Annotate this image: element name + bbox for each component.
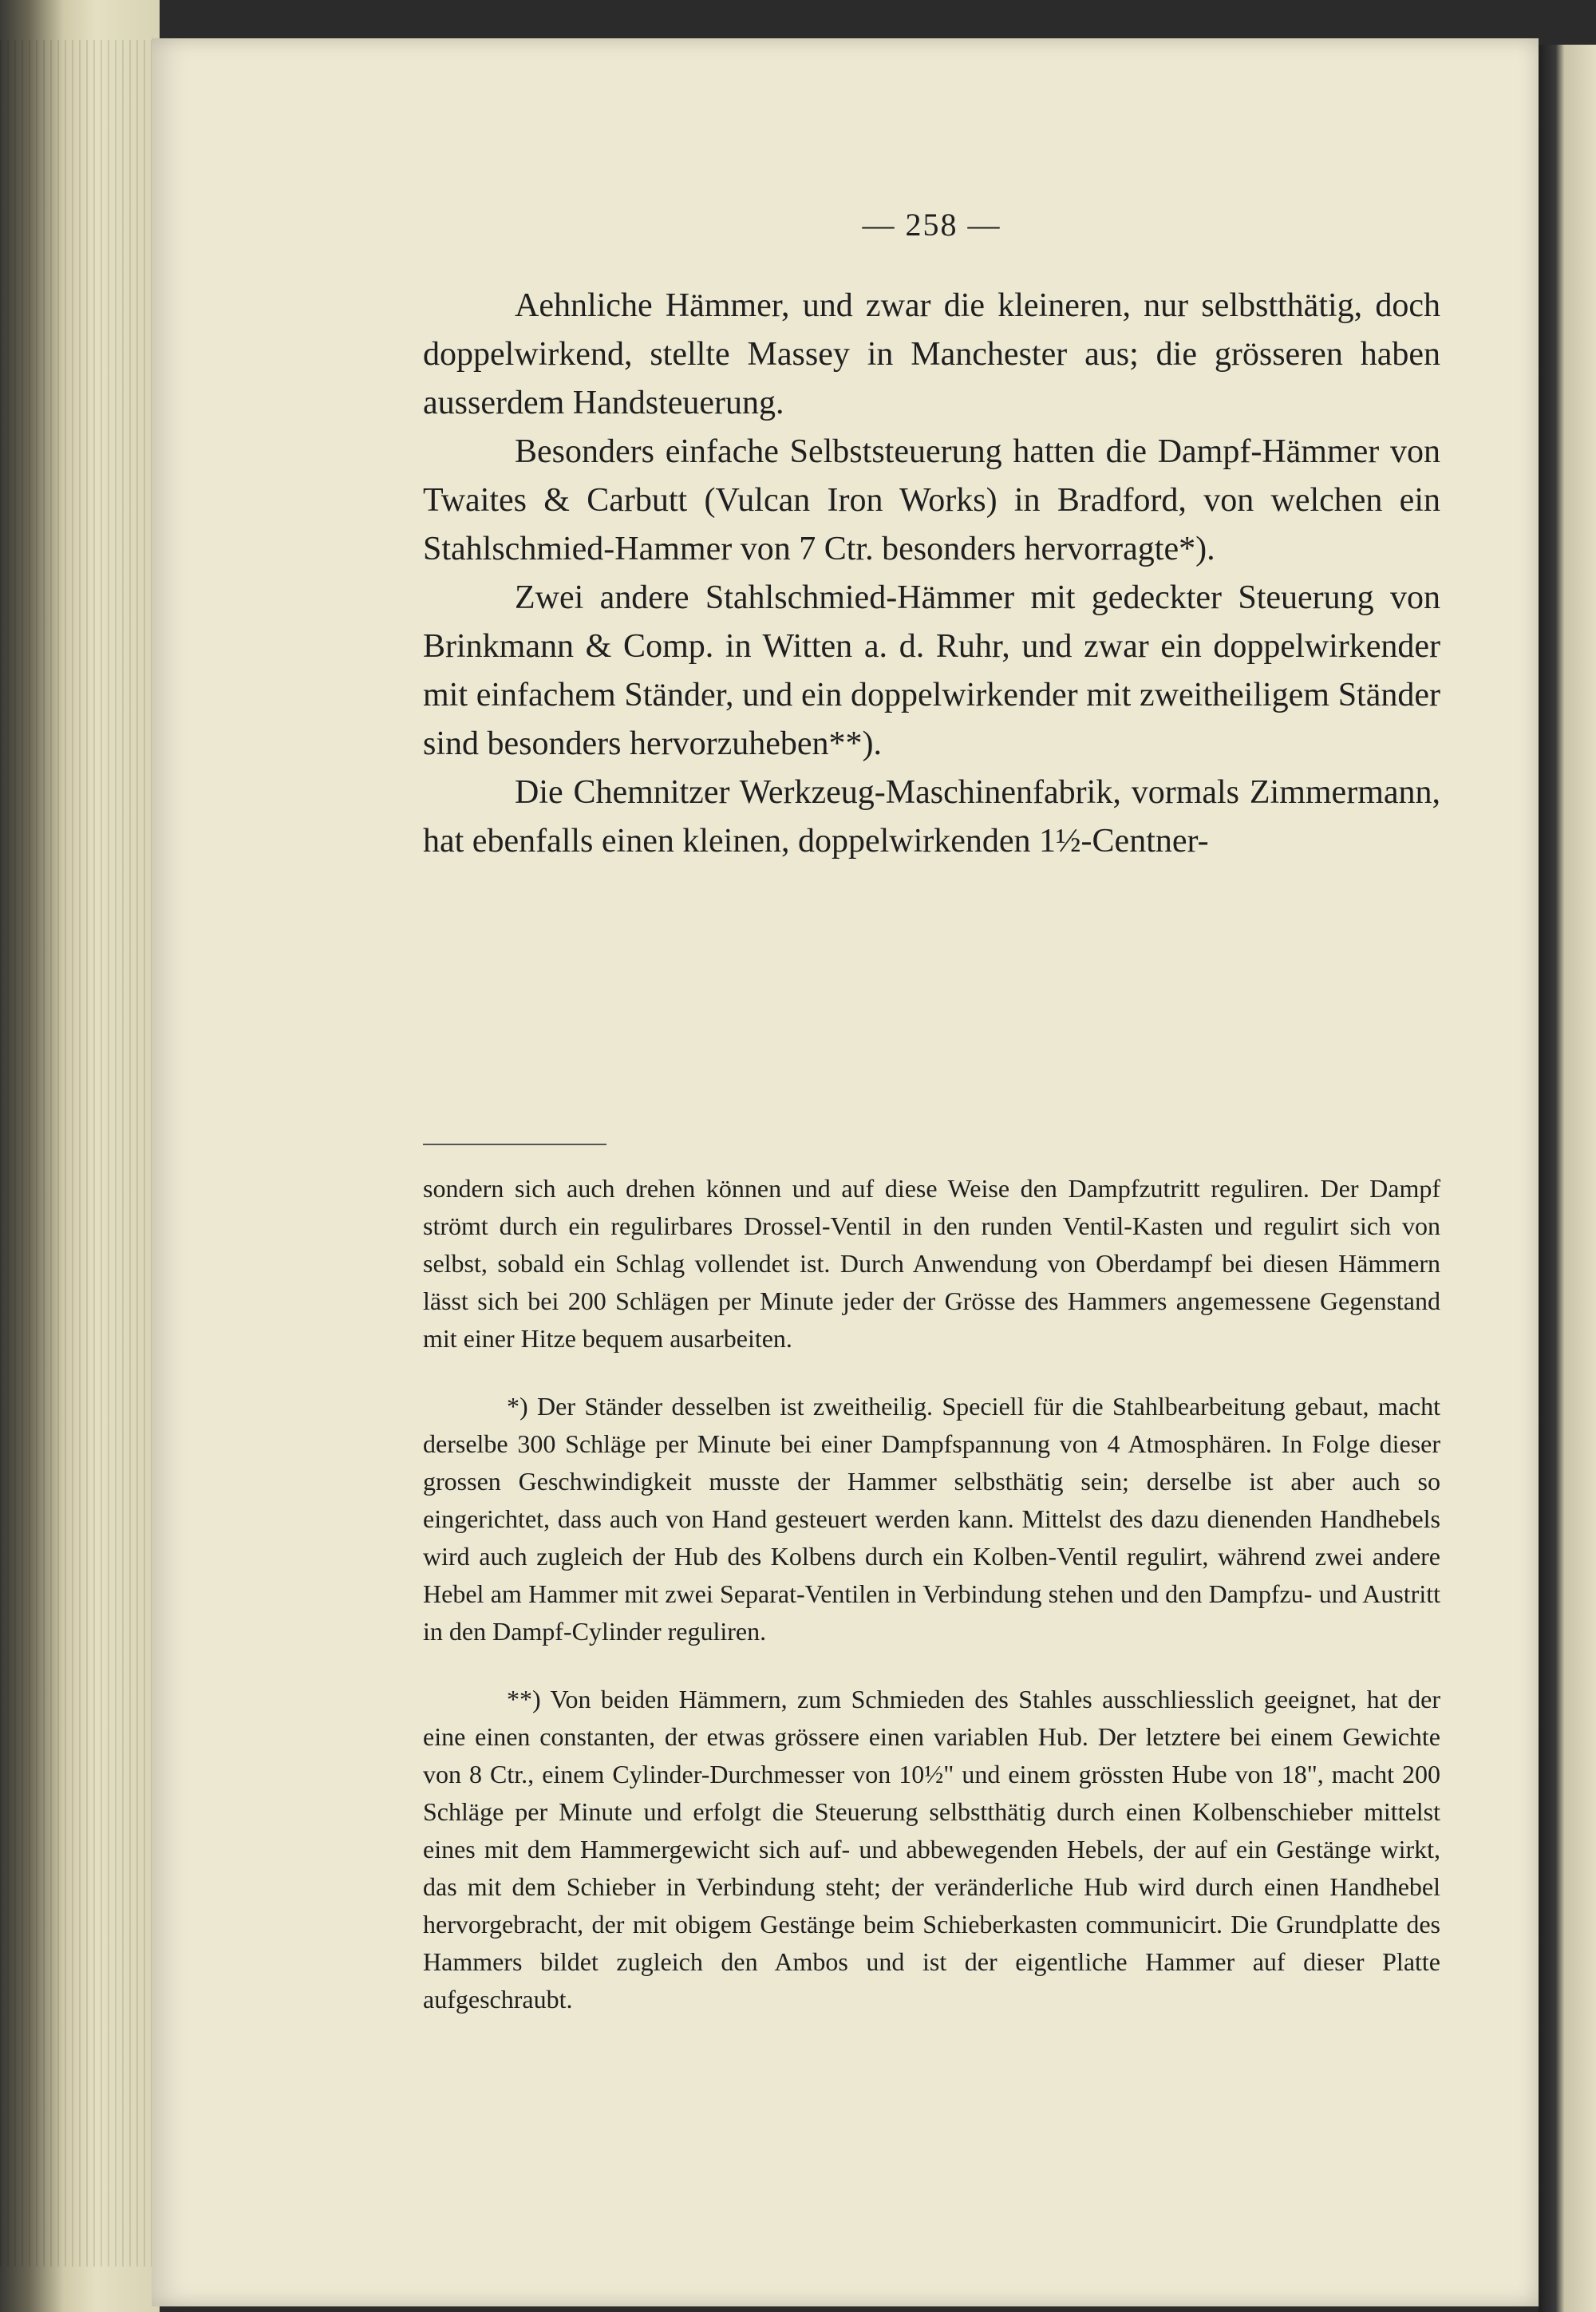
paragraph-twaites-carbutt: Besonders einfache Selbststeuerung hatten die Dampf-Hämmer von Twaites & Carbutt (Vulcan Iron Works) in Bradford, von welchen ein Stahlschmied-Hammer von 7 Ctr. besonders hervorragte*).	[423, 433, 1440, 567]
main-text	[423, 282, 1440, 866]
book-cover-edge	[1539, 45, 1596, 2312]
paragraph-brinkmann: Zwei andere Stahlschmied-Hämmer mit gedeckter Steuerung von Brinkmann & Comp. in Witten a. d. Ruhr, und zwar ein doppelwirkender mit einfachem Ständer, und ein doppelwirkender mit zweitheiligem Ständer sind besonders hervorzuheben**).	[423, 579, 1440, 762]
paragraph-massey: Aehnliche Hämmer, und zwar die kleineren, nur selbstthätig, doch doppelwirkend, stellte Massey in Manchester aus; die grösseren haben ausserdem Handsteuerung.	[423, 287, 1440, 421]
footnote-divider	[423, 1144, 606, 1145]
page-edge-lines	[0, 40, 160, 2267]
footnote-single-asterisk: *) Der Ständer desselben ist zweitheilig. Speciell für die Stahlbearbeitung gebaut, macht derselbe 300 Schläge per Minute bei einer Dampfspannung von 4 Atmosphären. In Folge dieser grossen Geschwindigkeit musste der Hammer selbsthätig sein; derselbe ist aber auch so eingerichtet, dass auch von Hand gesteuert werden kann. Mittelst des dazu dienenden Handhebels wird auch zugleich der Hub des Kolbens durch ein Kolben-Ventil regulirt, während zwei andere Hebel am Hammer mit zwei Separat-Ventilen in Verbindung stehen und den Dampfzu- und Austritt in den Dampf-Cylinder reguliren.	[423, 1392, 1440, 1646]
footnotes	[423, 1170, 1440, 2018]
footnote-continuation: sondern sich auch drehen können und auf diese Weise den Dampfzutritt reguliren. Der Dampf strömt durch ein regulirbares Drossel-Ventil in den runden Ventil-Kasten und regulirt sich von selbst, sobald ein Schlag vollendet ist. Durch Anwendung von Oberdampf bei diesen Hämmern lässt sich bei 200 Schlägen per Minute jeder der Grösse des Hammers angemessene Gegenstand mit einer Hitze bequem ausarbeiten.	[423, 1174, 1440, 1353]
page-number: — 258 —	[862, 207, 1001, 243]
footnote-double-asterisk: **) Von beiden Hämmern, zum Schmieden des Stahles ausschliesslich geeignet, hat der eine einen constanten, der etwas grössere einen variablen Hub. Der letztere bei einem Gewichte von 8 Ctr., einem Cylinder-Durchmesser von 10½" und einem grössten Hube von 18", macht 200 Schläge per Minute und erfolgt die Steuerung selbstthätig durch einen Kolbenschieber mittelst eines mit dem Hammergewicht sich auf- und abbewegenden Hebels, der auf ein Gestänge wirkt, das mit dem Schieber in Verbindung steht; der veränderliche Hub wird durch einen Handhebel hervorgebracht, der mit obigem Gestänge beim Schieberkasten communicirt. Die Grundplatte des Hammers bildet zugleich den Ambos und ist der eigentliche Hammer auf dieser Platte aufgeschraubt.	[423, 1685, 1440, 2014]
paragraph-chemnitz: Die Chemnitzer Werkzeug-Maschinenfabrik, vormals Zimmermann, hat ebenfalls einen kleinen, doppelwirkenden 1½-Centner-	[423, 774, 1440, 860]
